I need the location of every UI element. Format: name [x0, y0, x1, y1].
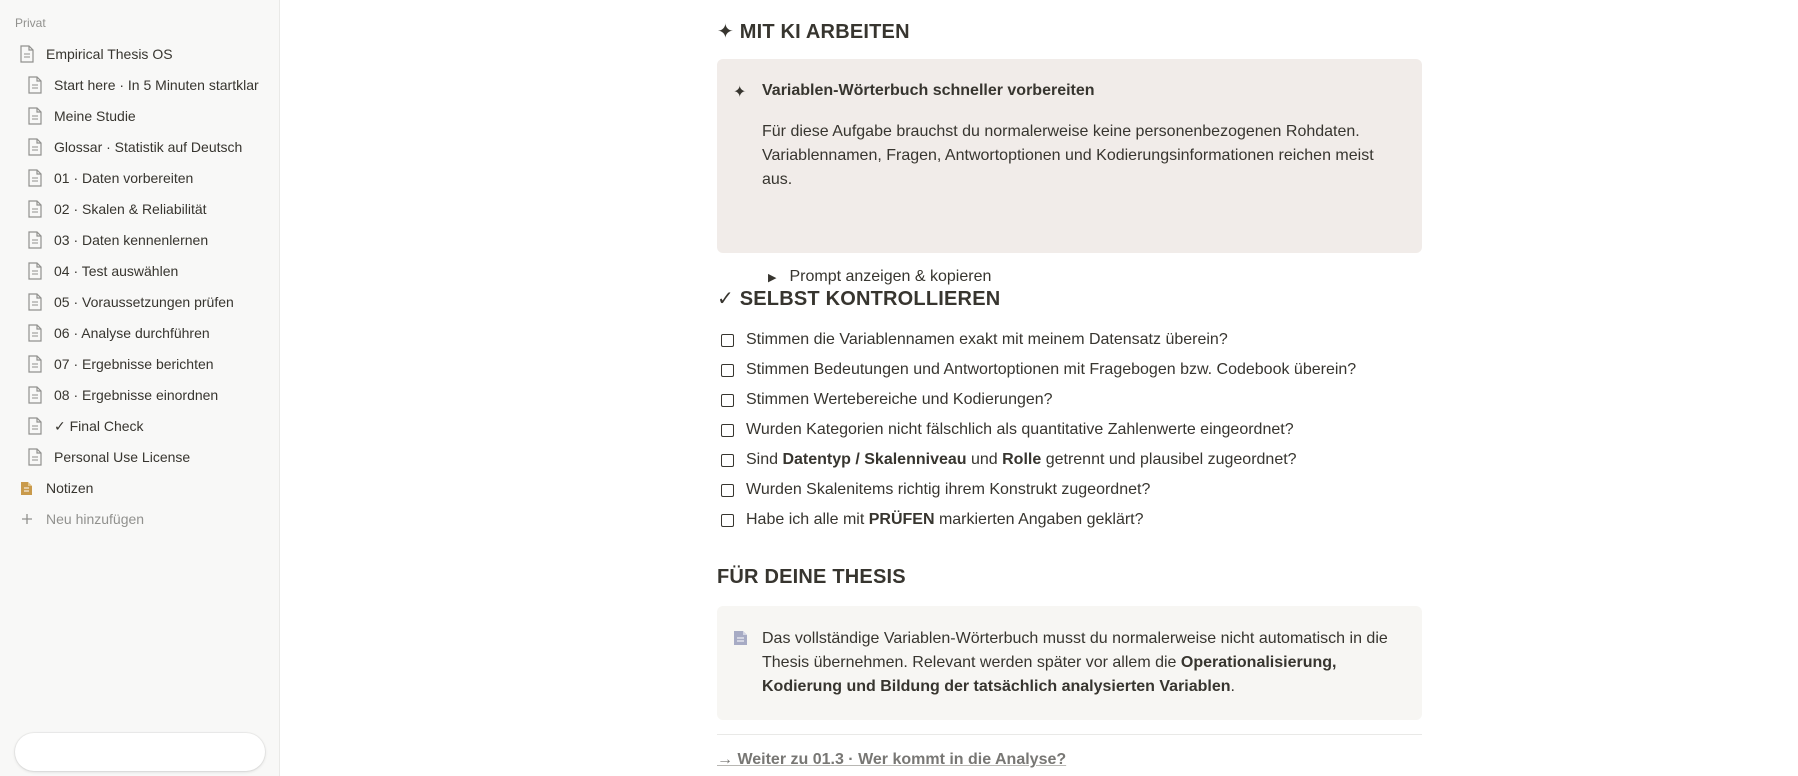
text-segment: getrennt und plausibel zugeordnet? [1041, 451, 1297, 468]
add-page-label: Neu hinzufügen [46, 511, 145, 527]
page-icon [26, 169, 44, 187]
page-icon [26, 417, 44, 435]
sidebar-item-05[interactable] [8, 288, 290, 316]
checklist-item-text: Stimmen die Variablennamen exakt mit meinem Datensatz überein? [746, 331, 1228, 348]
section-heading-check: ✓ SELBST KONTROLLIEREN [717, 288, 1001, 310]
checklist-item [717, 477, 1150, 503]
callout-body [762, 627, 1392, 699]
text-segment: Sind [746, 451, 783, 468]
page-icon [26, 293, 44, 311]
sidebar [0, 0, 280, 776]
checklist-item [717, 357, 1356, 383]
sidebar-item-empirical-thesis-os[interactable] [8, 40, 282, 68]
sidebar-item-label: Empirical Thesis OS [46, 46, 173, 62]
page-icon [26, 355, 44, 373]
prompt-toggle[interactable] [768, 268, 991, 286]
page-icon [26, 76, 44, 94]
checkbox[interactable] [721, 334, 734, 347]
sidebar-item-label: 02 · Skalen & Reliabilität [54, 201, 207, 217]
main-content [281, 0, 1798, 776]
page-icon [26, 107, 44, 125]
checkbox[interactable] [721, 514, 734, 527]
sidebar-item-08[interactable] [8, 381, 290, 409]
sidebar-item-label: Personal Use License [54, 449, 191, 465]
text-segment: Das vollständige Variablen-Wörterbuch musst du normalerweise nicht automatisch in die Thesis übernehmen. Relevant werden später vor allem die [762, 630, 1388, 671]
sidebar-item-glossar[interactable] [8, 133, 290, 161]
sidebar-item-start-here[interactable] [8, 71, 290, 99]
sidebar-item-label: Glossar · Statistik auf Deutsch [54, 139, 243, 155]
page-icon [26, 200, 44, 218]
page-icon [26, 386, 44, 404]
sidebar-item-label: 06 · Analyse durchführen [54, 325, 210, 341]
sidebar-item-label: 07 · Ergebnisse berichten [54, 356, 214, 372]
page-icon [18, 45, 36, 63]
sidebar-item-personal-use-license[interactable] [8, 443, 290, 471]
sidebar-item-01[interactable] [8, 164, 290, 192]
next-page-link[interactable]: → Weiter zu 01.3 · Wer kommt in die Analyse? [717, 751, 1067, 768]
checkbox[interactable] [721, 424, 734, 437]
checklist-item-text: Wurden Skalenitems richtig ihrem Konstrukt zugeordnet? [746, 481, 1151, 498]
checkbox[interactable] [721, 454, 734, 467]
text-segment: Habe ich alle mit [746, 511, 869, 528]
sidebar-item-label: 08 · Ergebnisse einordnen [54, 387, 219, 403]
text-segment: markierten Angaben geklärt? [934, 511, 1144, 528]
sidebar-item-02[interactable] [8, 195, 290, 223]
section-heading-ai: ✦ MIT KI ARBEITEN [717, 21, 910, 43]
sidebar-item-07[interactable] [8, 350, 290, 378]
sidebar-item-03[interactable] [8, 226, 290, 254]
checklist-item [717, 387, 1053, 413]
callout-ai [717, 59, 1422, 285]
add-page-button[interactable] [8, 505, 282, 533]
sidebar-item-notizen[interactable] [8, 474, 282, 502]
sidebar-item-label: Start here · In 5 Minuten startklar [54, 77, 259, 93]
plus-icon [18, 510, 36, 528]
section-heading-thesis: FÜR DEINE THESIS [717, 566, 906, 588]
callout-body: Für diese Aufgabe brauchst du normalerweise keine personenbezogenen Rohdaten. Variablennamen, Fragen, Antwortoptionen und Kodierungsinformationen reichen meist aus. [762, 123, 1374, 188]
checkbox[interactable] [721, 364, 734, 377]
bold-text: Rolle [1002, 451, 1042, 468]
checklist-item-text: Stimmen Bedeutungen und Antwortoptionen mit Fragebogen bzw. Codebook überein? [746, 361, 1357, 378]
divider [717, 734, 1422, 735]
sidebar-item-label: 05 · Voraussetzungen prüfen [54, 294, 234, 310]
triangle-right-icon: ▶ [768, 271, 777, 284]
sidebar-item-04[interactable] [8, 257, 290, 285]
sidebar-item-meine-studie[interactable] [8, 102, 290, 130]
checklist-item-text: Wurden Kategorien nicht fälschlich als quantitative Zahlenwerte eingeordnet? [746, 421, 1294, 438]
page-icon [26, 231, 44, 249]
bold-text: Operationalisierung, Kodierung und Bildung der tatsächlich analysierten Variablen [762, 654, 1337, 695]
page-icon [26, 324, 44, 342]
text-segment: und [966, 451, 1003, 468]
sidebar-item-label: 03 · Daten kennenlernen [54, 232, 209, 248]
sidebar-item-label: ✓ Final Check [54, 417, 144, 434]
sidebar-section-label: Privat [15, 16, 46, 30]
checklist-item-text [746, 511, 1144, 529]
page-icon [26, 262, 44, 280]
checklist-item [717, 327, 1228, 353]
sidebar-bottom-pill[interactable] [15, 733, 265, 771]
sidebar-item-06[interactable] [8, 319, 290, 347]
sidebar-item-label: 01 · Daten vorbereiten [54, 170, 194, 186]
sidebar-item-label: Meine Studie [54, 108, 136, 124]
folder-icon [18, 479, 36, 497]
checklist-item [717, 507, 1144, 533]
callout-thesis [717, 606, 1422, 720]
text-segment: . [1230, 678, 1235, 695]
callout-title: Variablen-Wörterbuch schneller vorbereiten [762, 82, 1095, 99]
checklist-item-text: Stimmen Wertebereiche und Kodierungen? [746, 391, 1053, 408]
bold-text: Datentyp / Skalenniveau [782, 451, 967, 468]
checkbox[interactable] [721, 484, 734, 497]
sidebar-item-final-check[interactable] [8, 412, 290, 440]
note-icon [733, 630, 748, 651]
page-icon [26, 448, 44, 466]
checklist-item-text [746, 451, 1297, 469]
checklist-item [717, 447, 1297, 473]
page-icon [26, 138, 44, 156]
checkbox[interactable] [721, 394, 734, 407]
sidebar-item-label: Notizen [46, 480, 94, 496]
bold-text: PRÜFEN [868, 511, 935, 528]
checklist-item [717, 417, 1294, 443]
sparkle-icon: ✦ [733, 84, 747, 101]
sidebar-item-label: 04 · Test auswählen [54, 263, 179, 279]
toggle-label: Prompt anzeigen & kopieren [789, 268, 992, 285]
